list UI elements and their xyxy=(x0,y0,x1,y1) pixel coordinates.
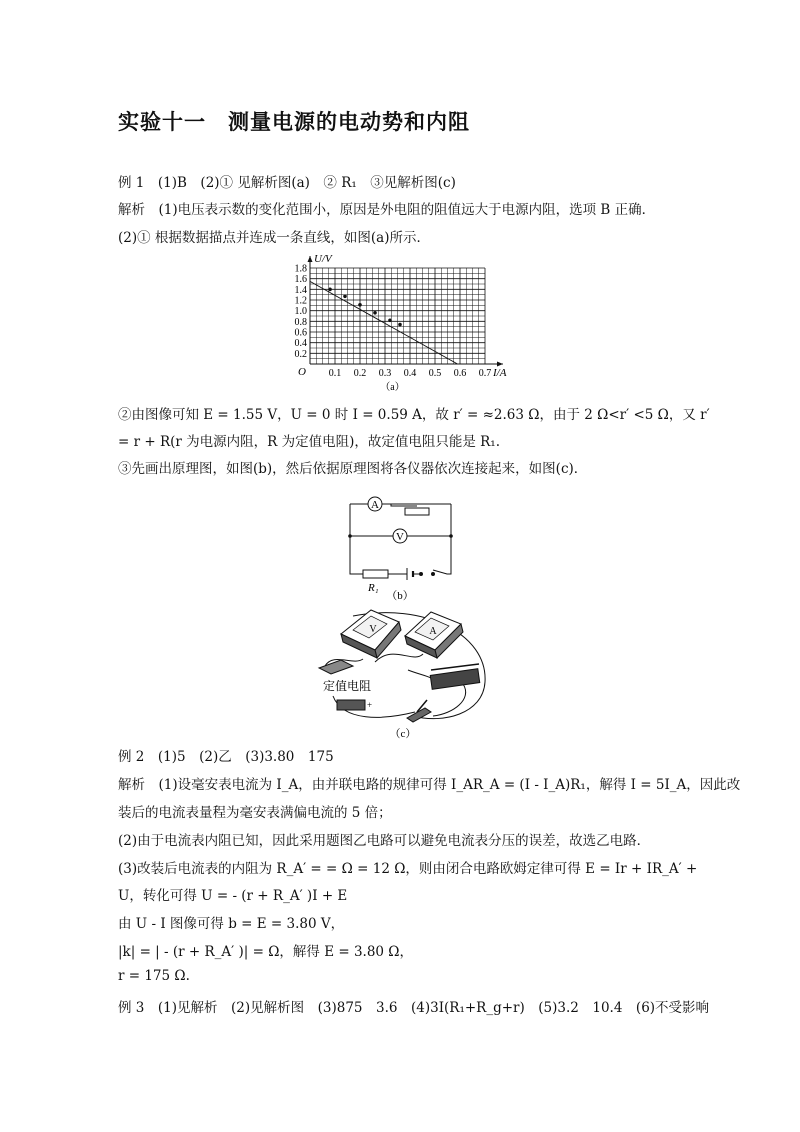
figure-c-caption: （c） xyxy=(389,728,417,740)
data-point xyxy=(373,311,377,315)
figure-b-caption: （b） xyxy=(386,590,414,602)
circuit-diagram-b xyxy=(335,486,465,604)
analysis-line-5: ③先画出原理图，如图(b)，然后依据原理图将各仪器依次连接起来，如图(c)． xyxy=(118,461,588,477)
voltmeter-device xyxy=(341,610,401,658)
analysis-line-1: 解析 (1)电压表示数的变化范围小，原因是外电阻的阻值远大于电源内阻，选项 B 正确． xyxy=(118,202,656,218)
analysis-line-11: 由 U - I 图像可得 b = E = 3.80 V， xyxy=(118,916,345,932)
battery-device xyxy=(337,700,372,710)
rheostat-symbol xyxy=(405,508,429,515)
data-point xyxy=(398,323,402,327)
ammeter-device-label: A xyxy=(429,626,437,637)
analysis-line-10: U，转化可得 U = - (r + R_A′ )I + E xyxy=(118,888,348,904)
answer-line-1: 例 1 (1)B (2)① 见解析图(a) ② R₁ ③见解析图(c) xyxy=(118,175,456,191)
x-axis-arrow xyxy=(497,362,503,367)
u-i-chart xyxy=(280,248,530,396)
ammeter-device xyxy=(405,612,463,658)
data-point xyxy=(328,288,332,292)
data-point xyxy=(343,294,347,298)
y-tick-label: 1.4 xyxy=(294,284,307,296)
resistor-r1-symbol xyxy=(363,570,388,578)
x-tick-label: 0.1 xyxy=(328,368,342,379)
voltmeter-label: V xyxy=(396,531,404,543)
x-tick-label: 0.3 xyxy=(378,368,392,379)
analysis-line-7: 装后的电流表量程为毫安表满偏电流的 5 倍； xyxy=(118,805,392,821)
analysis-line-3: ②由图像可知 E = 1.55 V，U = 0 时 I = 0.59 A，故 r′ = ≈2.63 Ω，由于 2 Ω<r′ <5 Ω，又 r′ xyxy=(118,407,710,423)
ammeter-label: A xyxy=(371,499,379,511)
y-axis-arrow xyxy=(308,256,313,262)
y-tick-label: 0.6 xyxy=(294,327,307,339)
y-tick-label: 0.4 xyxy=(294,338,307,350)
y-tick-label: 1.0 xyxy=(294,306,307,318)
x-axis-label: I/A xyxy=(493,367,507,379)
page-title: 实验十一 测量电源的电动势和内阻 xyxy=(118,110,470,134)
x-tick-label: 0.4 xyxy=(403,368,417,379)
analysis-line-12: |k| = | - (r + R_A′ )| = Ω，解得 E = 3.80 Ω， xyxy=(118,944,413,960)
y-tick-label: 0.2 xyxy=(294,348,307,360)
origin-label: O xyxy=(298,366,306,378)
answer-line-2: 例 2 (1)5 (2)乙 (3)3.80 175 xyxy=(118,749,334,765)
apparatus-illustration-c xyxy=(313,604,493,744)
analysis-line-13: r = 175 Ω. xyxy=(118,968,190,984)
x-tick-label: 0.7 xyxy=(478,368,492,379)
answer-line-3: 例 3 (1)见解析 (2)见解析图 (3)875 3.6 (4)3I(R₁+R_g+r) (5)3.2 10.4 (6)不受影响 xyxy=(118,1000,710,1016)
analysis-line-2: (2)① 根据数据描点并连成一条直线，如图(a)所示． xyxy=(118,230,430,246)
x-tick-label: 0.5 xyxy=(428,368,442,379)
analysis-line-4: = r + R(r 为电源内阻，R 为定值电阻)，故定值电阻只能是 R₁. xyxy=(118,434,501,450)
data-point xyxy=(388,318,392,322)
x-tick-label: 0.2 xyxy=(353,368,367,379)
voltmeter-device-label: V xyxy=(369,624,377,635)
x-tick-label: 0.6 xyxy=(453,368,467,379)
y-tick-label: 1.2 xyxy=(294,295,307,307)
analysis-line-8: (2)由于电流表内阻已知，因此采用题图乙电路可以避免电流表分压的误差，故选乙电路． xyxy=(118,833,651,849)
data-point xyxy=(358,303,362,307)
y-tick-label: 1.6 xyxy=(294,274,307,286)
analysis-line-9: (3)改装后电流表的内阻为 R_A′ = = Ω = 12 Ω，则由闭合电路欧姆定律可得 E = Ir + IR_A′ + xyxy=(118,861,698,877)
analysis-line-6: 解析 (1)设毫安表电流为 I_A，由并联电路的规律可得 I_AR_A = (I - I_A)R₁，解得 I = 5I_A，因此改 xyxy=(118,777,741,793)
y-tick-label: 1.8 xyxy=(294,263,307,275)
figure-a-caption: （a） xyxy=(380,382,405,393)
rheostat-device xyxy=(430,664,479,689)
y-axis-label: U/V xyxy=(314,253,332,265)
fixed-resistor-label: 定值电阻 xyxy=(323,679,372,693)
resistor-label: R₁ xyxy=(368,582,379,594)
fixed-resistor-device xyxy=(319,660,371,693)
svg-text:+: + xyxy=(367,700,373,710)
y-tick-label: 0.8 xyxy=(294,316,307,328)
